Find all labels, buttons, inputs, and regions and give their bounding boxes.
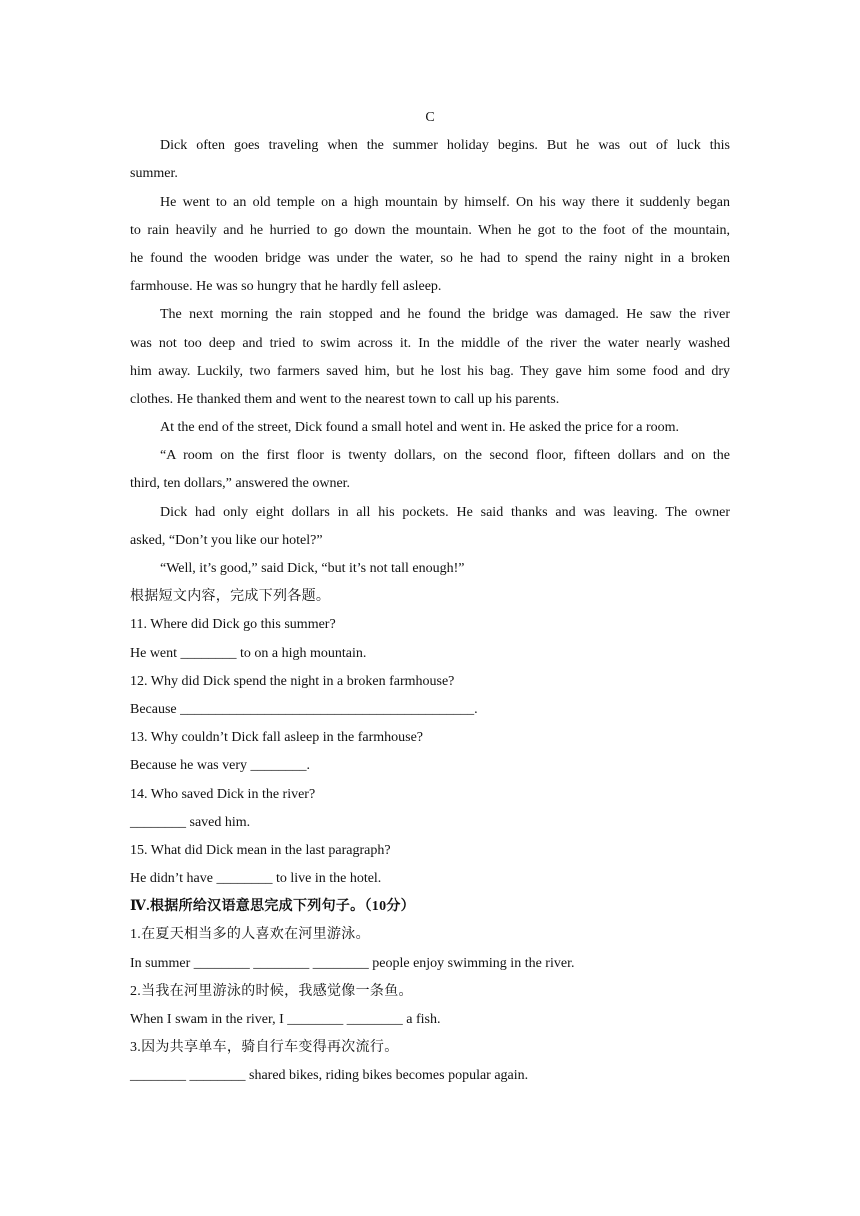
passage-line: At the end of the street, Dick found a small hotel and went in. He asked the price for a room. [160, 420, 680, 436]
english-sentence: In summer ________ ________ ________ people enjoy swimming in the river. [130, 955, 575, 971]
instruction-text: 根据短文内容，完成下列各题。 [130, 589, 331, 605]
answer-line: Because __________________________________________. [130, 701, 478, 717]
passage-line: Dick had only eight dollars in all his pockets. He said thanks and was leaving. The owner [160, 504, 730, 520]
answer-line: ________ saved him. [130, 814, 251, 830]
english-sentence: When I swam in the river, I ________ ________ a fish. [130, 1012, 441, 1027]
passage-line: Dick often goes traveling when the summer holiday begins. But he was out of luck this [160, 138, 730, 154]
passage-line: asked, “Don’t you like our hotel?” [130, 532, 323, 548]
passage-line: farmhouse. He was so hungry that he hardly fell asleep. [130, 279, 442, 295]
question-text: 14. Who saved Dick in the river? [130, 786, 316, 802]
chinese-prompt: 2.当我在河里游泳的时候，我感觉像一条鱼。 [130, 983, 413, 999]
passage-line: summer. [130, 166, 178, 182]
question-text: 12. Why did Dick spend the night in a broken farmhouse? [130, 673, 455, 689]
chinese-prompt: 1.在夏天相当多的人喜欢在河里游泳。 [130, 927, 370, 943]
passage-line: He went to an old temple on a high mountain by himself. On his way there it suddenly began [160, 194, 730, 210]
passage-line: The next morning the rain stopped and he found the bridge was damaged. He saw the river [160, 307, 730, 323]
section-heading: Ⅳ.根据所给汉语意思完成下列句子。（10分） [130, 899, 415, 915]
english-sentence: ________ ________ shared bikes, riding bikes becomes popular again. [130, 1068, 529, 1084]
passage-title: C [425, 110, 435, 125]
passage-line: he found the wooden bridge was under the water, so he had to spend the rainy night in a broken [130, 250, 730, 266]
passage-line: was not too deep and tried to swim across it. In the middle of the river the water nearly washed [130, 335, 730, 351]
passage-line: clothes. He thanked them and went to the nearest town to call up his parents. [130, 391, 560, 407]
passage-line: third, ten dollars,” answered the owner. [130, 476, 351, 492]
answer-line: Because he was very ________. [130, 758, 311, 774]
question-text: 15. What did Dick mean in the last paragraph? [130, 842, 391, 858]
passage-line: “Well, it’s good,” said Dick, “but it’s not tall enough!” [160, 561, 465, 576]
passage-line: “A room on the first floor is twenty dollars, on the second floor, fifteen dollars and on the [160, 448, 730, 464]
question-text: 13. Why couldn’t Dick fall asleep in the farmhouse? [130, 730, 424, 746]
passage-line: him away. Luckily, two farmers saved him, but he lost his bag. They gave him some food and dry [130, 363, 730, 379]
chinese-prompt: 3.因为共享单车，骑自行车变得再次流行。 [130, 1040, 399, 1056]
answer-line: He went ________ to on a high mountain. [130, 645, 367, 661]
passage-line: to rain heavily and he hurried to go down the mountain. When he got to the foot of the mountain, [130, 222, 730, 238]
answer-line: He didn’t have ________ to live in the hotel. [130, 871, 382, 887]
question-text: 11. Where did Dick go this summer? [130, 617, 336, 633]
worksheet-page [130, 104, 730, 1091]
